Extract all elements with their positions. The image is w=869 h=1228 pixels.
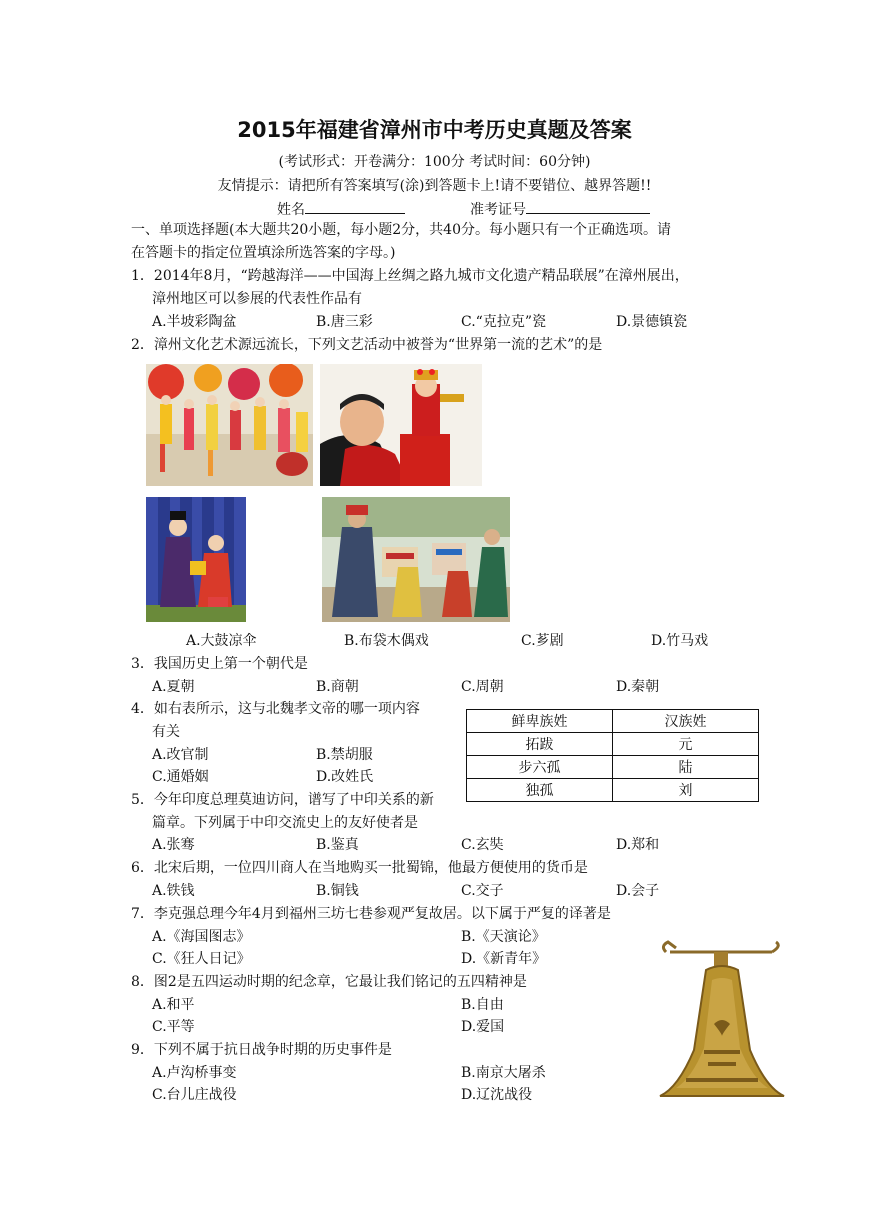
- page-title: 2015年福建省漳州市中考历史真题及答案: [237, 118, 632, 142]
- may-fourth-badge-image: [656, 938, 788, 1100]
- table-header-row: [467, 710, 759, 733]
- q7-option-c[interactable]: C.《狂人日记》: [152, 951, 251, 967]
- q8-stem: 8．图2是五四运动时期的纪念章，它最让我们铭记的五四精神是: [131, 974, 527, 990]
- q7-option-d[interactable]: D.《新青年》: [461, 951, 547, 967]
- table-cell: 拓跋: [467, 733, 613, 756]
- q4-option-d[interactable]: D.改姓氏: [316, 769, 374, 785]
- q1-option-c[interactable]: C.“克拉克”瓷: [461, 314, 546, 330]
- q5-stem-cont: 篇章。下列属于中印交流史上的友好使者是: [152, 815, 418, 831]
- q4-option-b[interactable]: B.禁胡服: [316, 747, 373, 763]
- table-cell: 刘: [613, 779, 759, 802]
- q9-stem: 9．下列不属于抗日战争时期的历史事件是: [131, 1042, 392, 1058]
- name-blank[interactable]: [305, 199, 405, 214]
- q4-option-c[interactable]: C.通婚姻: [152, 769, 209, 785]
- section-heading: 一、单项选择题(本大题共20小题，每小题2分，共40分。每小题只有一个正确选项。请: [131, 222, 671, 238]
- q6-stem: 6．北宋后期，一位四川商人在当地购买一批蜀锦，他最方便使用的货币是: [131, 860, 588, 876]
- q6-option-d[interactable]: D.会子: [616, 883, 660, 899]
- q6-option-c[interactable]: C.交子: [461, 883, 504, 899]
- q5-option-d[interactable]: D.郑和: [616, 837, 660, 853]
- q5-stem: 5．今年印度总理莫迪访问，谱写了中印关系的新: [131, 792, 434, 808]
- q2-option-d[interactable]: D.竹马戏: [651, 633, 709, 649]
- q7-option-b[interactable]: B.《天演论》: [461, 929, 546, 945]
- q1-option-a[interactable]: A.半坡彩陶盆: [152, 314, 237, 330]
- q8-option-b[interactable]: B.自由: [461, 997, 504, 1013]
- q8-option-d[interactable]: D.爱国: [461, 1019, 505, 1035]
- q7-option-a[interactable]: A.《海国图志》: [152, 929, 251, 945]
- q5-option-a[interactable]: A.张骞: [152, 837, 195, 853]
- q8-option-c[interactable]: C.平等: [152, 1019, 195, 1035]
- table-header: 汉族姓: [613, 710, 759, 733]
- q5-option-b[interactable]: B.鉴真: [316, 837, 359, 853]
- q3-option-a[interactable]: A.夏朝: [152, 679, 195, 695]
- q9-option-c[interactable]: C.台儿庄战役: [152, 1087, 237, 1103]
- id-field[interactable]: [470, 199, 650, 219]
- table-row: [467, 756, 759, 779]
- photo-bamboo-horse-opera: [322, 497, 510, 622]
- q1-option-d[interactable]: D.景德镇瓷: [616, 314, 688, 330]
- name-label: 姓名: [277, 202, 305, 218]
- q4-stem: 4．如右表所示，这与北魏孝文帝的哪一项内容: [131, 701, 420, 717]
- table-cell: 独孤: [467, 779, 613, 802]
- q2-option-b[interactable]: B.布袋木偶戏: [344, 633, 429, 649]
- photo-xiang-opera: [146, 497, 246, 622]
- photo-drum-umbrella-dance: [146, 364, 313, 486]
- table-cell: 步六孤: [467, 756, 613, 779]
- q9-option-d[interactable]: D.辽沈战役: [461, 1087, 533, 1103]
- id-label: 准考证号: [470, 202, 526, 218]
- q8-option-a[interactable]: A.和平: [152, 997, 195, 1013]
- q9-option-b[interactable]: B.南京大屠杀: [461, 1065, 546, 1081]
- q9-option-a[interactable]: A.卢沟桥事变: [152, 1065, 237, 1081]
- q3-option-c[interactable]: C.周朝: [461, 679, 504, 695]
- q3-option-b[interactable]: B.商朝: [316, 679, 359, 695]
- q7-stem: 7．李克强总理今年4月到福州三坊七巷参观严复故居。以下属于严复的译著是: [131, 906, 611, 922]
- photo-glove-puppet: [320, 364, 482, 486]
- name-field[interactable]: [277, 199, 405, 219]
- q6-option-b[interactable]: B.铜钱: [316, 883, 359, 899]
- id-blank[interactable]: [526, 199, 650, 214]
- q1-stem-cont: 漳州地区可以参展的代表性作品有: [152, 291, 362, 307]
- q2-option-a[interactable]: A.大鼓凉伞: [186, 633, 257, 649]
- section-heading-cont: 在答题卡的指定位置填涂所选答案的字母。): [131, 245, 396, 261]
- q4-stem-cont: 有关: [152, 724, 180, 740]
- q4-option-a[interactable]: A.改官制: [152, 747, 209, 763]
- q2-stem: 2．漳州文化艺术源远流长，下列文艺活动中被誉为“世界第一流的艺术”的是: [131, 337, 603, 353]
- exam-info: (考试形式：开卷满分：100分 考试时间：60分钟): [278, 154, 591, 170]
- q2-option-c[interactable]: C.芗剧: [521, 633, 564, 649]
- q1-option-b[interactable]: B.唐三彩: [316, 314, 373, 330]
- q3-stem: 3．我国历史上第一个朝代是: [131, 656, 308, 672]
- q3-option-d[interactable]: D.秦朝: [616, 679, 660, 695]
- q5-option-c[interactable]: C.玄奘: [461, 837, 504, 853]
- q1-stem: 1．2014年8月，“跨越海洋——中国海上丝绸之路九城市文化遗产精品联展”在漳州展出，: [131, 268, 689, 284]
- q6-option-a[interactable]: A.铁钱: [152, 883, 195, 899]
- table-row: [467, 779, 759, 802]
- table-row: [467, 733, 759, 756]
- table-cell: 元: [613, 733, 759, 756]
- table-header: 鲜卑族姓: [467, 710, 613, 733]
- notice: 友情提示：请把所有答案填写(涂)到答题卡上!请不要错位、越界答题!!: [217, 178, 652, 194]
- surname-table: [466, 709, 759, 802]
- table-cell: 陆: [613, 756, 759, 779]
